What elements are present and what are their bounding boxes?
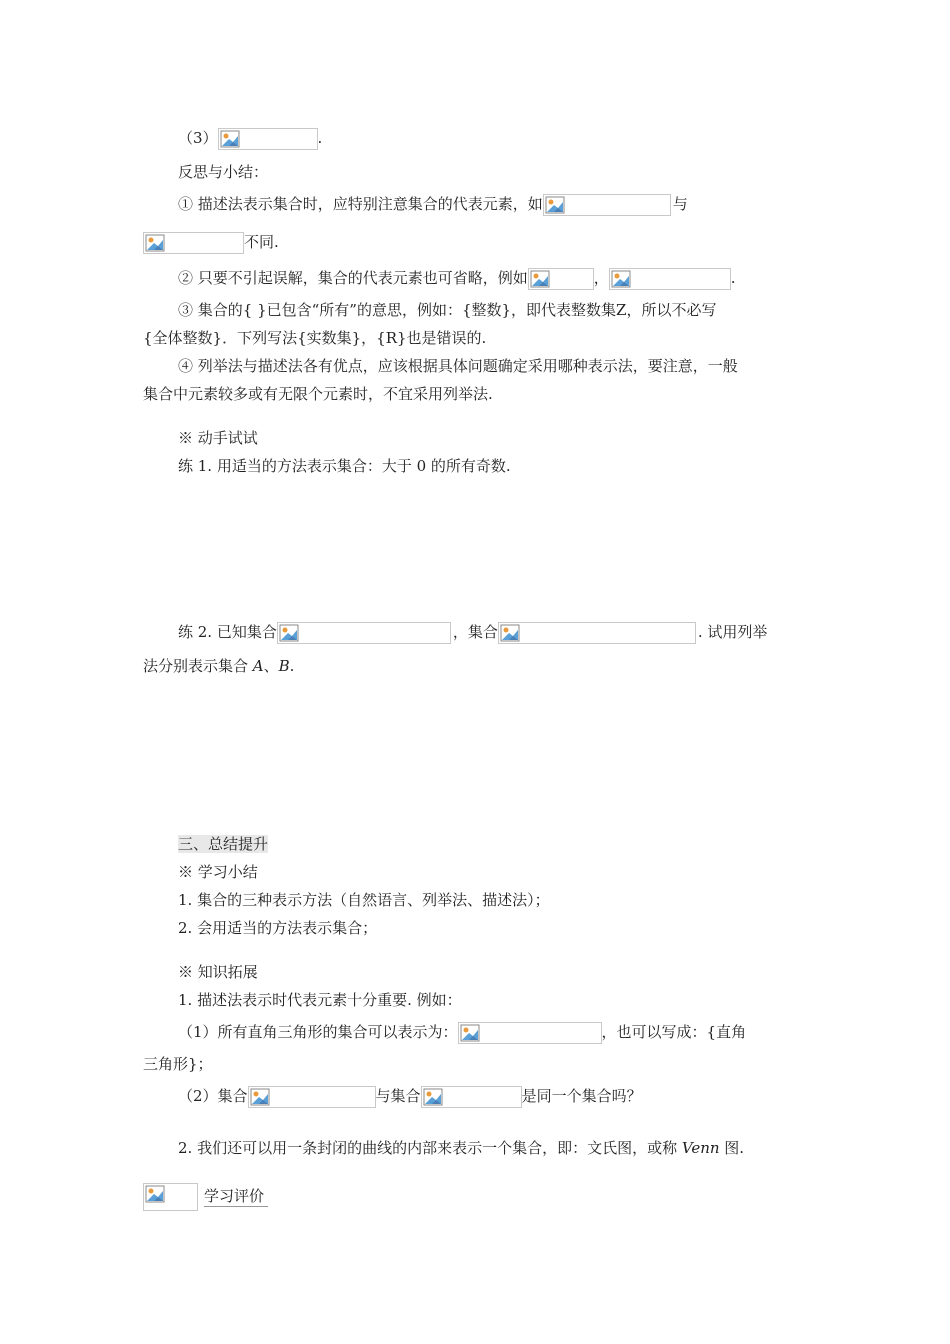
formula-image: [528, 268, 594, 290]
text: （3）: [178, 129, 218, 147]
formula-image: [143, 232, 244, 254]
text: ，: [593, 269, 609, 287]
point-1: [178, 194, 688, 216]
text: ② 只要不引起误解，集合的代表元素也可省略，例如: [178, 269, 528, 287]
formula-image: [543, 194, 671, 216]
text: ① 描述法表示集合时，应特别注意集合的代表元素，如: [178, 195, 543, 213]
broken-image-icon: [460, 1024, 480, 1042]
point-1-cont: [143, 232, 279, 254]
formula-image: [458, 1022, 602, 1044]
set-a: A: [252, 657, 264, 675]
summary-2: 2. 会用适当的方法表示集合；: [178, 919, 378, 937]
section-3-heading: [178, 834, 268, 854]
section-try: ※ 动手试试: [178, 429, 258, 447]
text: 是同一个集合吗？: [521, 1087, 642, 1105]
text: ，也可以写成：{直角: [601, 1023, 747, 1041]
knowledge-1-1-cont: 三角形}；: [143, 1055, 213, 1073]
text: 2. 我们还可以用一条封闭的曲线的内部来表示一个集合，即：文氏图，或称: [178, 1139, 682, 1157]
text: 与集合: [375, 1087, 421, 1105]
broken-image-icon: [279, 624, 299, 642]
broken-image-icon: [545, 196, 565, 214]
exercise-1: 练 1. 用适当的方法表示集合：大于 0 的所有奇数.: [178, 457, 511, 475]
broken-image-icon: [611, 270, 631, 288]
formula-image: [498, 622, 696, 644]
text: 法分别表示集合: [143, 657, 253, 675]
exercise-2-cont: [143, 656, 294, 676]
knowledge-2: [178, 1138, 744, 1158]
text: 不同.: [244, 233, 279, 251]
broken-image-icon: [250, 1088, 270, 1106]
knowledge-1-1: [178, 1022, 746, 1044]
point-4: ④ 列举法与描述法各有优点，应该根据具体问题确定采用哪种表示法，要注意，一般: [178, 357, 738, 375]
text: 与: [672, 195, 688, 213]
broken-image-icon: [500, 624, 520, 642]
text: （1）所有直角三角形的集合可以表示为：: [178, 1023, 458, 1041]
formula-image: [421, 1086, 522, 1108]
text: 图.: [719, 1139, 745, 1157]
formula-image: [277, 622, 451, 644]
broken-image-icon: [145, 234, 165, 252]
text: .: [317, 129, 323, 147]
broken-image-icon: [145, 1185, 165, 1203]
learning-evaluation: [143, 1182, 268, 1211]
point-4-cont: 集合中元素较多或有无限个元素时，不宜采用列举法.: [143, 385, 493, 403]
text: 、: [263, 657, 279, 675]
heading-text: 三、总结提升: [178, 835, 269, 853]
text: ，集合: [452, 623, 498, 641]
venn-term: Venn: [681, 1139, 720, 1157]
text: .: [289, 657, 295, 675]
text: 练 2. 已知集合: [178, 623, 277, 641]
formula-image: [609, 268, 731, 290]
line-3: [178, 128, 322, 150]
set-b: B: [278, 657, 290, 675]
formula-image: [248, 1086, 376, 1108]
broken-image-icon: [220, 130, 240, 148]
knowledge-1-2: [178, 1086, 642, 1108]
section-extension: ※ 知识拓展: [178, 963, 258, 981]
broken-image-icon: [423, 1088, 443, 1106]
knowledge-1: 1. 描述法表示时代表元素十分重要. 例如：: [178, 991, 462, 1009]
summary-1: 1. 集合的三种表示方法（自然语言、列举法、描述法）；: [178, 891, 550, 909]
reflection-title: 反思与小结：: [178, 163, 269, 181]
text: .: [730, 269, 736, 287]
point-3: ③ 集合的{ }已包含“所有”的意思，例如：{整数}，即代表整数集Z，所以不必写: [178, 301, 717, 319]
point-3-cont: {全体整数}．下列写法{实数集}，{R}也是错误的.: [143, 329, 487, 347]
formula-image: [218, 128, 318, 150]
evaluation-title: 学习评价: [204, 1187, 268, 1207]
exercise-2: [178, 622, 767, 644]
text: （2）集合: [178, 1087, 248, 1105]
point-2: [178, 268, 736, 290]
evaluation-image: [143, 1183, 198, 1211]
section-summary: ※ 学习小结: [178, 863, 258, 881]
text: . 试用列举: [697, 623, 768, 641]
broken-image-icon: [530, 270, 550, 288]
